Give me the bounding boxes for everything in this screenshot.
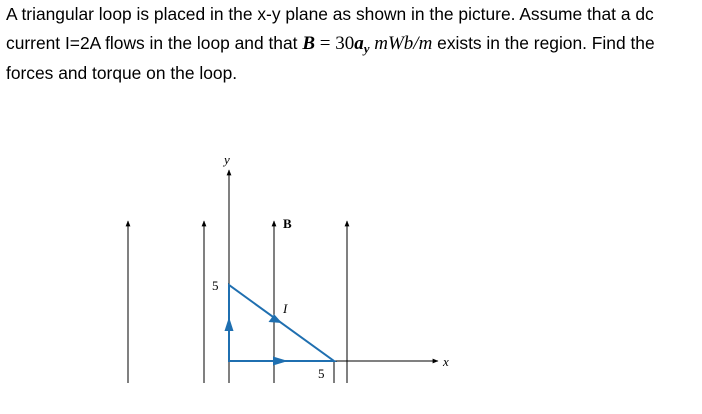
problem-text-before: A triangular loop is placed in the x-y plane as shown in the picture. Assume that a dc current I=2A flows in the loop and that — [6, 4, 654, 53]
problem-text-after: exists in the region. Find the forces and torque on the loop. — [6, 33, 655, 83]
current-arrow-right — [273, 357, 288, 366]
triangular-loop — [229, 285, 334, 361]
label-y: y — [224, 152, 230, 167]
field-equals: = 30 — [315, 33, 355, 54]
unit-vector-subscript: y — [363, 41, 370, 56]
field-symbol: B — [302, 33, 315, 54]
label-B: B — [283, 216, 292, 231]
unit-vector: a — [354, 33, 364, 54]
field-units: mWb/m — [369, 33, 433, 54]
label-x: x — [443, 354, 449, 369]
label-y5: 5 — [212, 278, 219, 293]
current-arrow-up — [225, 317, 234, 331]
label-x5: 5 — [318, 366, 325, 381]
label-I: I — [283, 301, 288, 316]
